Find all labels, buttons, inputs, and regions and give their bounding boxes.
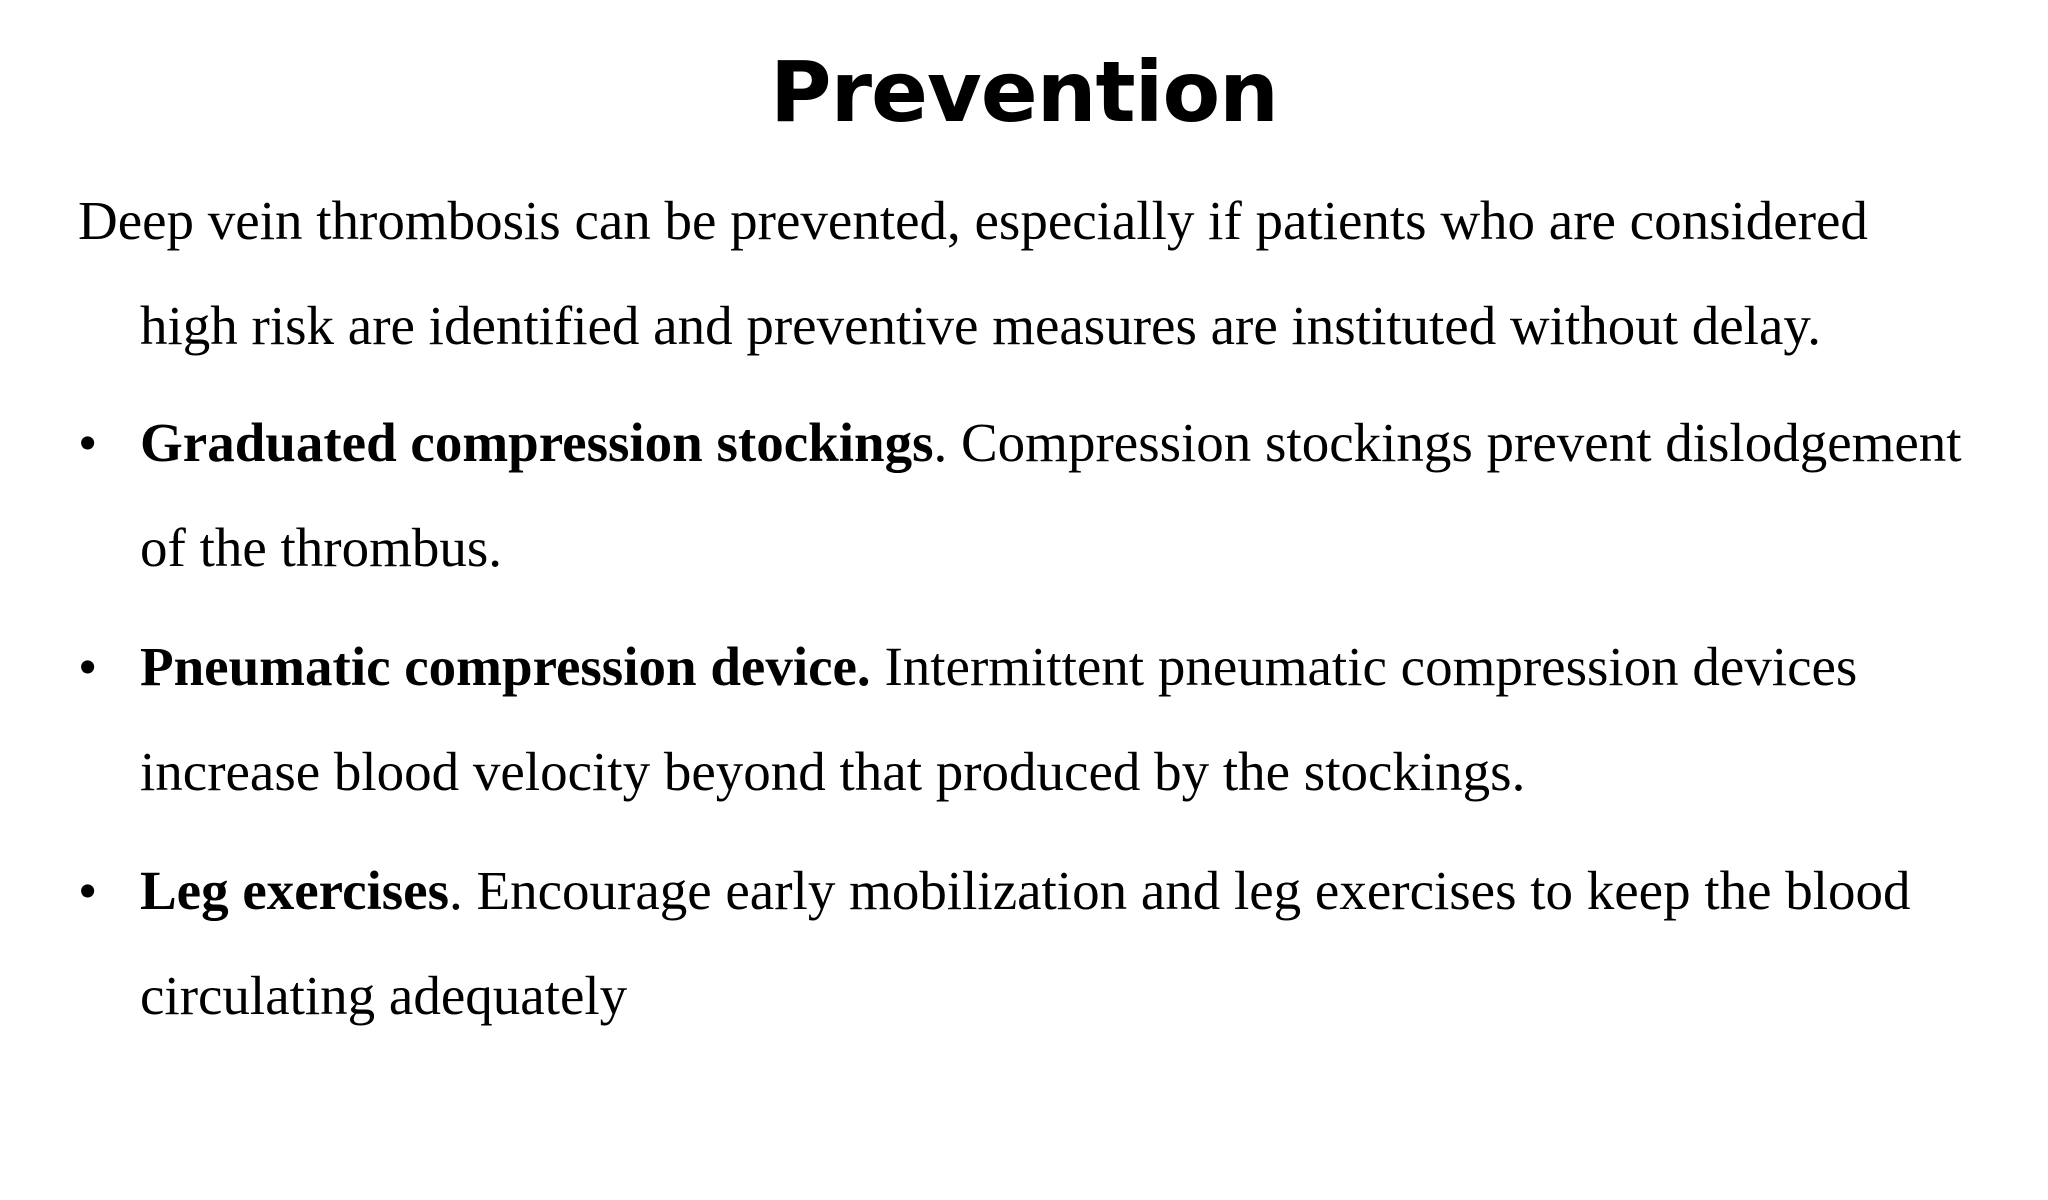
bullet-item-stockings xyxy=(0,390,1970,600)
bullet-text-leg-exercises: . Encourage early mobilization and leg exercises to keep the blood circulating adequately xyxy=(140,860,1911,1026)
bullet-term-pneumatic: Pneumatic compression device. xyxy=(140,636,871,697)
intro-line-2: high risk are identified and preventive measures are instituted without delay. xyxy=(140,295,1822,356)
bullet-item-leg-exercises xyxy=(0,838,1970,1048)
bullet-list xyxy=(0,390,2048,1062)
intro-line-1: Deep vein thrombosis can be prevented, especially if patients who are considered xyxy=(78,190,1868,251)
bullet-term-stockings: Graduated compression stockings xyxy=(140,412,934,473)
bullet-text-stockings: . Compression stockings prevent dislodgement of the thrombus. xyxy=(140,412,1962,578)
bullet-term-leg-exercises: Leg exercises xyxy=(140,860,449,921)
intro-paragraph xyxy=(78,168,2008,378)
slide-title: Prevention xyxy=(770,43,1278,141)
bullet-marker: • xyxy=(78,412,98,473)
bullet-marker: • xyxy=(78,860,98,921)
bullet-text-pneumatic: Intermittent pneumatic compression devices increase blood velocity beyond that produced by the stockings. xyxy=(140,636,1858,802)
bullet-marker: • xyxy=(78,636,98,697)
bullet-item-pneumatic xyxy=(0,614,1970,824)
